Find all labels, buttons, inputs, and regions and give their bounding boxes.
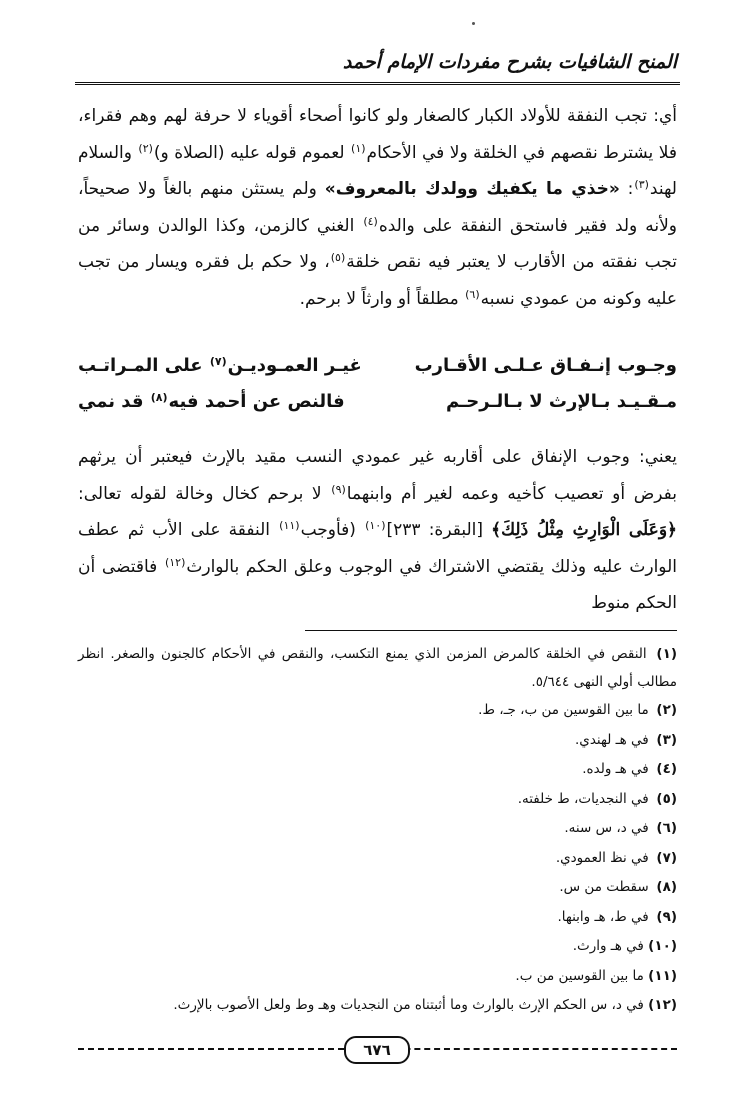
text-run: يعني: وجوب الإنفاق على أقاربه غير عمودي النسب مقيد بالإرث فيعتبر أن يرثهم بفرض أو تعصيب كأخيه وعمه لغير أم وابنهما [78, 447, 677, 504]
verse-hemistich-right: وجـوب إنـفـاق عـلـى الأقـارب [414, 355, 677, 376]
footnote-3 [78, 726, 677, 756]
footer-dashed-rule-right [365, 1048, 677, 1050]
footnote-number: (١) [656, 646, 678, 662]
footnote-text: في د، س سنه. [564, 820, 649, 836]
footnote-ref-3[interactable]: (٣) [634, 178, 649, 192]
text-run: : [619, 179, 634, 200]
text-run: قد نمي [78, 391, 150, 412]
text-run: فاقتضى أن الحكم منوط [78, 556, 677, 614]
footnote-text: النقص في الخلقة كالمرض المزمن الذي يمنع التكسب، والنقص في الأحكام كالجنون والصغر. انظر مطالب أولي النهى ٥/٦٤٤. [78, 646, 677, 690]
footnote-5 [78, 785, 677, 815]
footnote-number: (٤) [656, 761, 677, 777]
text-run: فالنص عن أحمد فيه [168, 391, 345, 412]
footnote-number: (٢) [656, 702, 677, 718]
footnote-number: (٦) [656, 820, 677, 836]
footnote-1 [78, 640, 677, 696]
poem-verses [78, 348, 677, 420]
verse-line-2 [78, 384, 677, 420]
footnote-number: (٧) [656, 849, 677, 866]
footnotes [78, 640, 677, 1019]
footnote-6 [78, 814, 677, 844]
verse-hemistich-right: مـقـيـد بـالإرث لا بـالـرحـم [445, 391, 677, 412]
footnote-text: في هـ ولده. [582, 761, 649, 777]
paragraph-text [78, 439, 677, 622]
footnote-number: (٩) [656, 908, 677, 925]
footnote-text: في ط، هـ وابنها. [557, 908, 649, 925]
footnote-text: ما بين القوسين من ب، جـ، ط. [478, 702, 649, 718]
footnote-ref-10[interactable]: (١٠) [365, 519, 386, 533]
text-run: الغني كالزمن، وكذا الوالدن وسائر من تجب نفقته من الأقارب لا يعتبر فيه نقص خلقة [78, 215, 677, 273]
footnote-text: سقطت من س. [559, 879, 649, 895]
footnote-number: (٨) [656, 879, 677, 895]
text-run: مطلقاً أو وارثاً لا برحم. [299, 288, 465, 309]
footnote-text: ما بين القوسين من ب. [515, 967, 644, 984]
footnote-ref-5[interactable]: (٥) [330, 251, 346, 265]
footnote-2 [78, 696, 677, 726]
footnote-9 [78, 903, 677, 933]
ink-dot [472, 22, 475, 25]
commentary-paragraph-2 [78, 439, 677, 622]
text-run: غيـر العمـوديـن [227, 355, 362, 376]
footnote-text: في هـ لهندي. [574, 731, 649, 748]
quran-reference: [البقرة: ٢٣٣] [386, 520, 492, 541]
header-rule [75, 82, 680, 88]
footnote-text: في د، س الحكم الإرث بالوارث وما أثبتناه من النجديات وهـ وط ولعل الأصوب بالإرث. [173, 997, 644, 1013]
footnote-ref-9[interactable]: (٩) [331, 482, 346, 496]
text-run: والسلام لهند [78, 142, 677, 200]
running-header: المنح الشافيات بشرح مفردات الإمام أحمد [342, 51, 677, 73]
footnote-ref-1[interactable]: (١) [351, 141, 366, 155]
footnote-text: في هـ وارث. [572, 938, 644, 954]
text-run: النفقة على الأب ثم عطف الوارث عليه وذلك يقتضي الاشتراك في الوجوب وعلق الحكم بالوارث [78, 520, 677, 577]
footnote-ref-4[interactable]: (٤) [363, 214, 378, 228]
paragraph-text [78, 98, 677, 318]
footnote-7 [78, 844, 677, 874]
footnote-4 [78, 755, 677, 785]
footnote-text: في نظ العمودي. [555, 849, 649, 866]
footnote-11 [78, 962, 677, 992]
footnote-number: (١٠) [648, 938, 677, 954]
text-run: لعموم قوله عليه (الصلاة و) [153, 142, 351, 163]
footnote-text: في النجديات، ط خلفته. [517, 790, 649, 807]
text-run: أي: تجب النفقة للأولاد الكبار كالصغار ولو كانوا أصحاء أقوياء لا حرفة لهم وهم فقراء، فلا يشترط نقصهم في الخلقة ولا في الأحكام [78, 106, 677, 163]
footnote-ref-12[interactable]: (١٢) [164, 555, 186, 569]
hadith-quote: «خذي ما يكفيك وولدك بالمعروف» [324, 179, 620, 200]
verse-hemistich-left [78, 384, 345, 420]
footnote-ref-6[interactable]: (٦) [465, 287, 480, 301]
footnote-number: (٣) [656, 731, 677, 748]
verse-line-1 [78, 348, 677, 384]
footnote-10 [78, 932, 677, 962]
footnote-number: (٥) [656, 790, 677, 807]
footnote-ref-8[interactable]: (٨) [150, 391, 168, 404]
text-run: (فأوجب [300, 520, 365, 541]
footnote-separator [305, 630, 677, 631]
text-run: على المـراتـب [78, 355, 209, 376]
page-number: ٦٧٦ [344, 1036, 410, 1064]
verse-hemistich-left [78, 348, 362, 384]
footnote-ref-7[interactable]: (٧) [209, 355, 227, 368]
footnote-12 [78, 991, 677, 1019]
footnote-number: (١٢) [648, 997, 677, 1013]
text-run: لا برحم كخال وخالة لقوله تعالى: [78, 483, 331, 504]
text-run: ولم يستثن منهم بالغاً ولا صحيحاً، ولأنه ولد فقير فاستحق النفقة على والده [78, 179, 677, 236]
footnote-8 [78, 873, 677, 903]
footnote-number: (١١) [648, 967, 677, 984]
footer-dashed-rule-left [78, 1048, 344, 1050]
footnote-ref-2[interactable]: (٢) [138, 141, 153, 155]
quran-verse: ﴿وَعَلَى الْوَارِثِ مِثْلُ ذَلِكَ﴾ [491, 520, 677, 541]
footnote-ref-11[interactable]: (١١) [279, 519, 300, 533]
commentary-paragraph-1 [78, 98, 677, 318]
text-run: ، ولا حكم بل فقره ويسار من تجب عليه وكونه من عمودي نسبه [78, 252, 677, 309]
